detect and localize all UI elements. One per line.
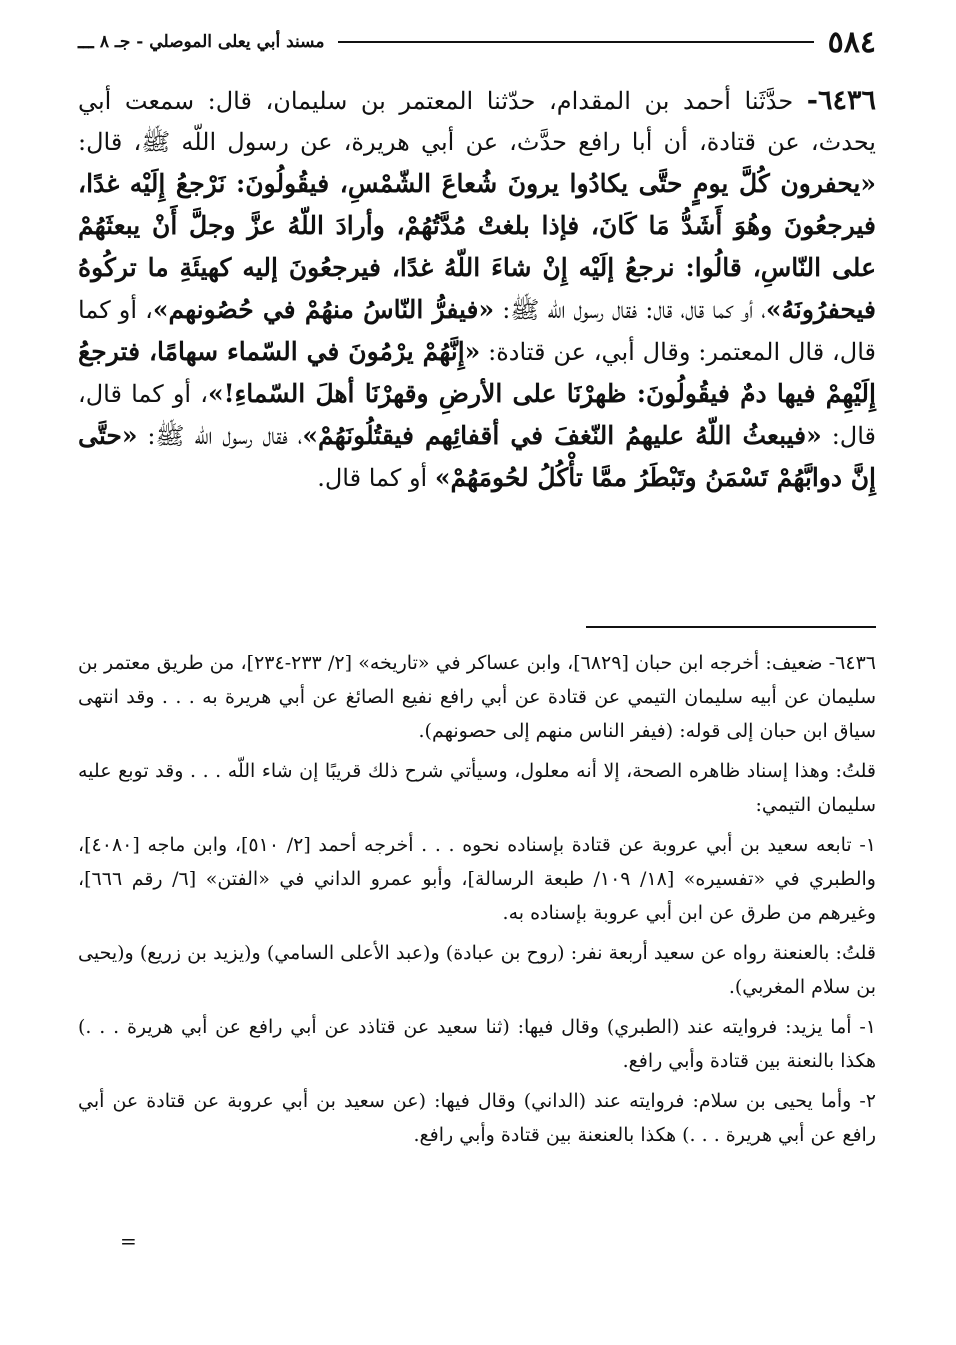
hadith-text-6: أو كما قال. [317,464,428,492]
page-number: ٥٨٤ [827,24,876,60]
hadith-number: ٦٤٣٦- [806,85,876,116]
hadith-text-4: ، أو كما قال، قال: [78,380,877,450]
hadith-text-3: ، أو كما قال، قال المعتمر: وقال أبي، عن قتادة: [78,296,876,366]
hadith-isnad: حدَّثَنا أحمد بن المقدام، حدّثنا المعتمر بن سليمان، قال: سمعت أبي يحدث، عن قتادة، أن أبا رافع حدَّث، عن أبي هريرة، عن رسول اللّه ﷺ، قال: [78,87,876,156]
running-title: مسند أبي يعلى الموصلي - جـ ٨ [99,32,325,52]
hadith-quote-1: «يحفرون كُلَّ يومٍ حتَّى يكادُوا يرونَ شُعاعَ الشّمْسِ، فيقُولُونَ: نَرْجعُ إِلَيْه غدًا، فيرجعُونَ وهُوَ أَشَدُّ مَا كَانَ، فإذا بلغتْ مُدَّتُهُمْ، وأرادَ اللّهُ عزَّ وجلَّ أَنْ يبعثَهُمْ على النّاسِ، قالُوا: نرجعُ إلَيْه إِنْ شاءَ اللّهُ غدًا، فيرجعُونَ إليه كهيئَةِ ما تركُوهُ فيحفرُونَهُ» [78,169,876,324]
hadith-quote-3: «إِنَّهُمْ يرْمُونَ في السّماء سهامًا، فترجعُ إِلَيْهِمْ فيها دمٌ فيقُولُونَ: ظهرْنَا على الأرضِ وقهرْنَا أهلَ السّماءِ!» [78,337,876,408]
footnote-item-yazid: ١- أما يزيد: فروايته عند (الطبري) وقال فيها: (ثنا سعيد عن قتاذد عن أبي رافع عن أبي هريرة . . .) هكذا بالنعنة بين قتادة وأبي رافع. [78,1016,876,1072]
hadith-quote-2: «فيفرُّ النّاسُ منهُمْ في حُصُونهم» [152,295,495,324]
header-rule [338,41,813,43]
hadith-text-5: ، فقال رسول اللّه ﷺ: [137,422,303,450]
hadith-quote-5: «حتَّى إِنَّ دوابَّهُمْ تَسْمَنُ وتَبْطَرُ ممَّا تأْكُلُ لحُومَهُمْ» [78,421,876,492]
footnotes [78,646,876,1253]
footnote-comment-2: قلتُ: بالعنعنة رواه عن سعيد أربعة نفر: (روح بن عبادة) و(عبد الأعلى السامي) و(يزيد بن زريع) و(يحيى بن سلام المغربي). [78,942,876,998]
header-tail: ـــ [78,31,94,53]
footnote-item-yahya: ٢- وأما يحيى بن سلام: فروايته عند (الداني) وقال فيها: (عن سعيد بن أبي عروبة عن قتادة عن أبي رافع عن أبي هريرة . . .) هكذا بالعنعنة بين قتادة وأبي رافع. [78,1090,876,1146]
footnote-separator [586,626,876,628]
hadith-text [78,80,876,499]
hadith-paragraph [78,80,876,499]
continuation-mark: = [120,1229,137,1253]
hadith-quote-4: «فيبعثُ اللّهُ عليهمُ النّغفَ في أقفائِهم فيقتُلُونَهُمْ» [302,421,822,450]
footnote-takhrij: ٦٤٣٦- ضعيف: أخرجه ابن حبان [٦٨٢٩]، وابن عساكر في «تاريخه» [٢/ ٢٣٣-٢٣٤]، من طريق معتمر بن سليمان عن أبيه سليمان التيمي عن قتادة عن أبي رافع نفيع الصائغ عن أبي هريرة به . . . وقد انتهى سياق ابن حبان إلى قوله: (فيفر الناس منهم إلى حصونهم). [78,652,876,742]
page-header [78,22,876,62]
footnote-comment-1: قلتُ: وهذا إسناد ظاهره الصحة، إلا أنه معلول، وسيأتي شرح ذلك قريبًا إن شاء اللّه . . . وقد توبع عليه سليمان التيمي: [78,760,876,816]
hadith-text-2: ، أو كما قال، قال: فقال رسول اللّه ﷺ: [494,296,766,324]
footnote-item-1: ١- تابعه سعيد بن أبي عروبة عن قتادة بإسناده نحوه . . . أخرجه أحمد [٢/ ٥١٠]، وابن ماجه [٤٠٨٠]، والطبري في «تفسيره» [١٨/ ١٠٩/ طبعة الرسالة]، وأبو عمرو الداني في «الفتن» [٦/ رقم ٦٦٦]، وغيرهم من طرق عن ابن أبي عروبة بإسناده به. [78,834,876,924]
